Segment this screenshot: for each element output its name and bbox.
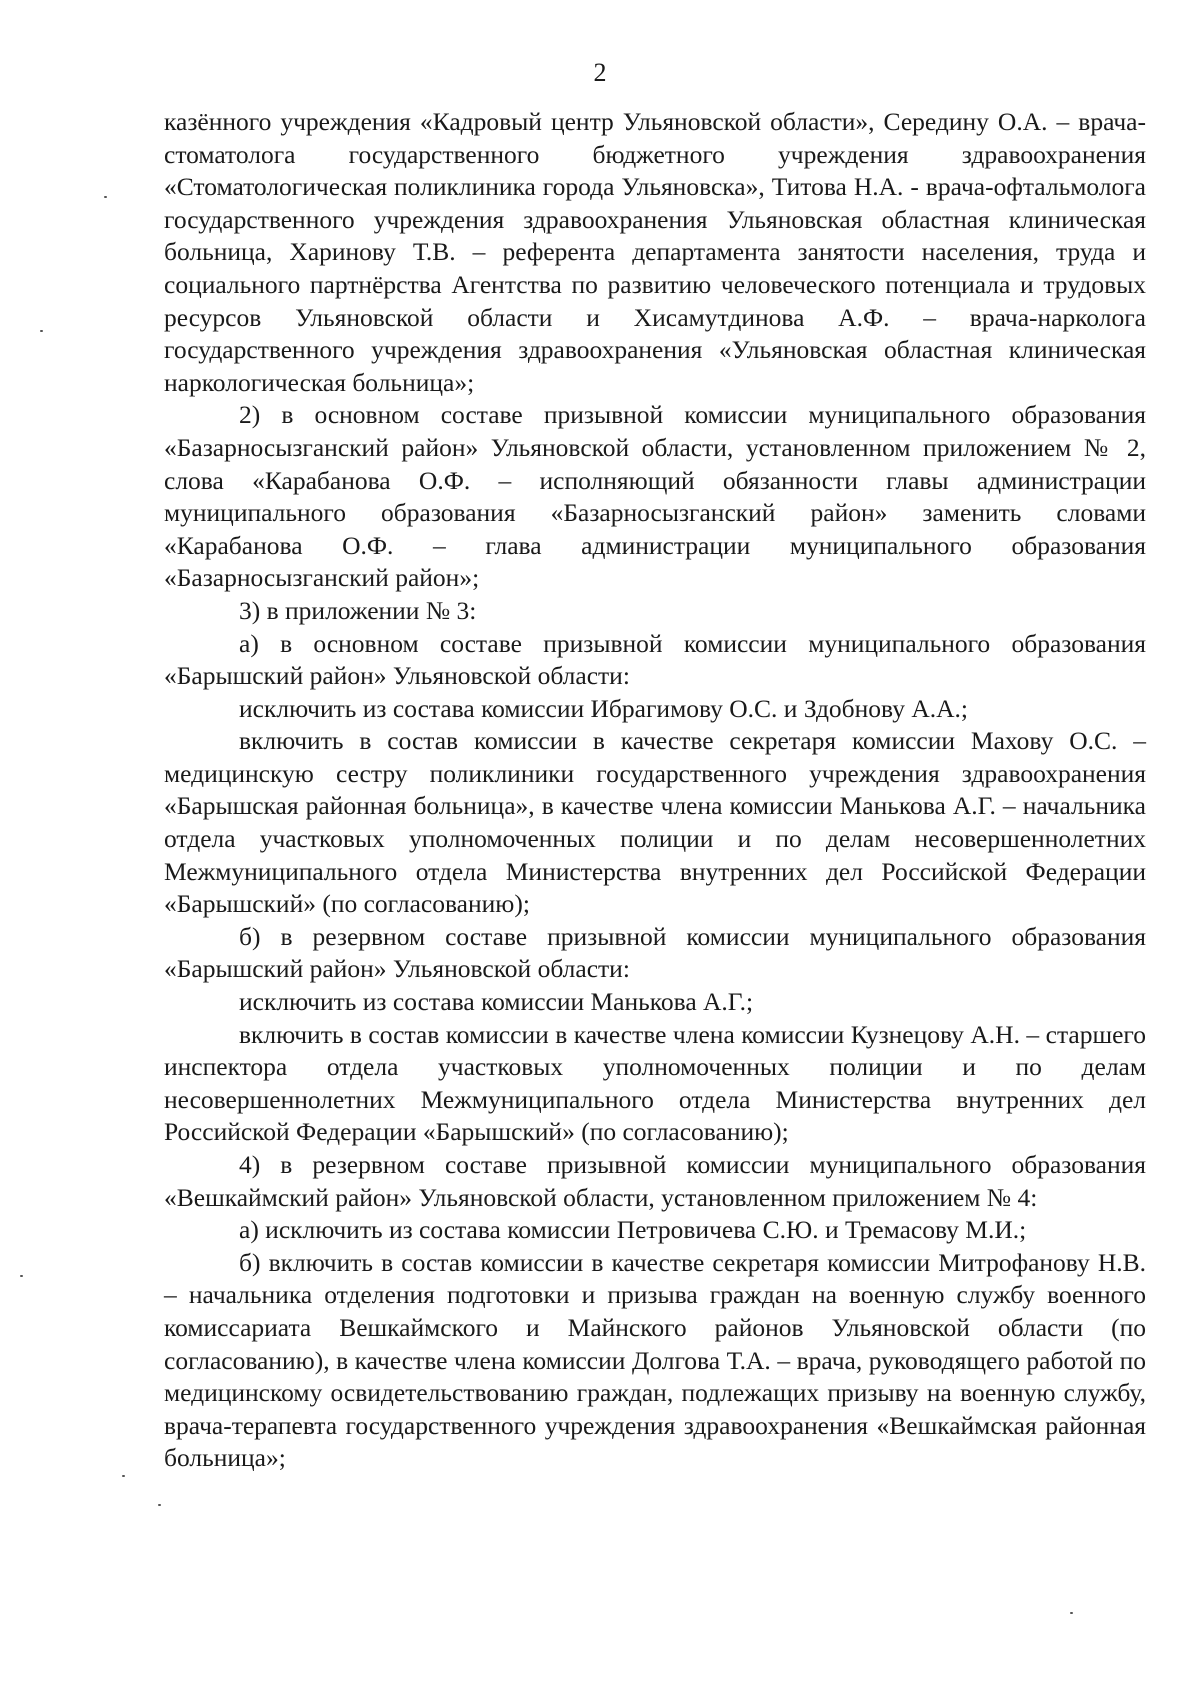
scan-speck: [122, 1475, 125, 1477]
paragraph-8: исключить из состава комиссии Манькова А.Г.;: [239, 987, 754, 1017]
paragraph-6: включить в состав комиссии в качестве секретаря комиссии Махову О.С. – медицинскую сестру поликлиники государственного учреждения здравоохранения «Барышская районная больница», в качестве члена комиссии Манькова А.Г. – начальника отдела участковых уполномоченных полиции и по делам несовершеннолетних Межмуниципального отдела Министерства внутренних дел Российской Федерации «Барышский» (по согласованию);: [164, 726, 1146, 919]
scan-speck: [1070, 1612, 1073, 1614]
paragraph-1: казённого учреждения «Кадровый центр Ульяновской области», Середину О.А. – врача-стоматолога государственного бюджетного учреждения здравоохранения «Стоматологическая поликлиника города Ульяновска», Титова Н.А. - врача-офтальмолога государственного учреждения здравоохранения Ульяновская областная клиническая больница, Харинову Т.В. – референта департамента занятости населения, труда и социального партнёрства Агентства по развитию человеческого потенциала и трудовых ресурсов Ульяновской области и Хисамутдинова А.Ф. – врача-нарколога государственного учреждения здравоохранения «Ульяновская областная клиническая наркологическая больница»;: [164, 107, 1146, 397]
paragraph-7: б) в резервном составе призывной комиссии муниципального образования «Барышский район» Ульяновской области:: [164, 921, 1146, 984]
document-body: [164, 106, 1146, 1475]
paragraph-12: б) включить в состав комиссии в качестве секретаря комиссии Митрофанову Н.В. – начальника отделения подготовки и призыва граждан на военную службу военного комиссариата Вешкаймского и Майнского районов Ульяновской области (по согласованию), в качестве члена комиссии Долгова Т.А. – врача, руководящего работой по медицинскому освидетельствованию граждан, подлежащих призыву на военную службу, врача-терапевта государственного учреждения здравоохранения «Вешкаймская районная больница»;: [164, 1247, 1146, 1473]
scan-speck: [158, 1504, 161, 1506]
scan-speck: [40, 330, 43, 332]
paragraph-3: 3) в приложении № 3:: [239, 595, 477, 625]
scan-speck: [20, 1275, 23, 1277]
scan-speck: [104, 196, 107, 198]
paragraph-4: а) в основном составе призывной комиссии муниципального образования «Барышский район» Ульяновской области:: [164, 628, 1146, 691]
page-number: 2: [593, 58, 607, 87]
paragraph-10: 4) в резервном составе призывной комиссии муниципального образования «Вешкаймский район» Ульяновской области, установленном приложением № 4:: [164, 1150, 1146, 1212]
paragraph-11: а) исключить из состава комиссии Петровичева С.Ю. и Тремасову М.И.;: [239, 1215, 1027, 1245]
paragraph-2: 2) в основном составе призывной комиссии муниципального образования «Базарносызганский район» Ульяновской области, установленном приложением № 2, слова «Карабанова О.Ф. – исполняющий обязанности главы администрации муниципального образования «Базарносызганский район» заменить словами «Карабанова О.Ф. – глава администрации муниципального образования «Базарносызганский район»;: [164, 400, 1146, 593]
paragraph-9: включить в состав комиссии в качестве члена комиссии Кузнецову А.Н. – старшего инспектора отдела участковых уполномоченных полиции и по делам несовершеннолетних Межмуниципального отдела Министерства внутренних дел Российской Федерации «Барышский» (по согласованию);: [164, 1019, 1146, 1147]
paragraph-5: исключить из состава комиссии Ибрагимову О.С. и Здобнову А.А.;: [239, 693, 969, 723]
